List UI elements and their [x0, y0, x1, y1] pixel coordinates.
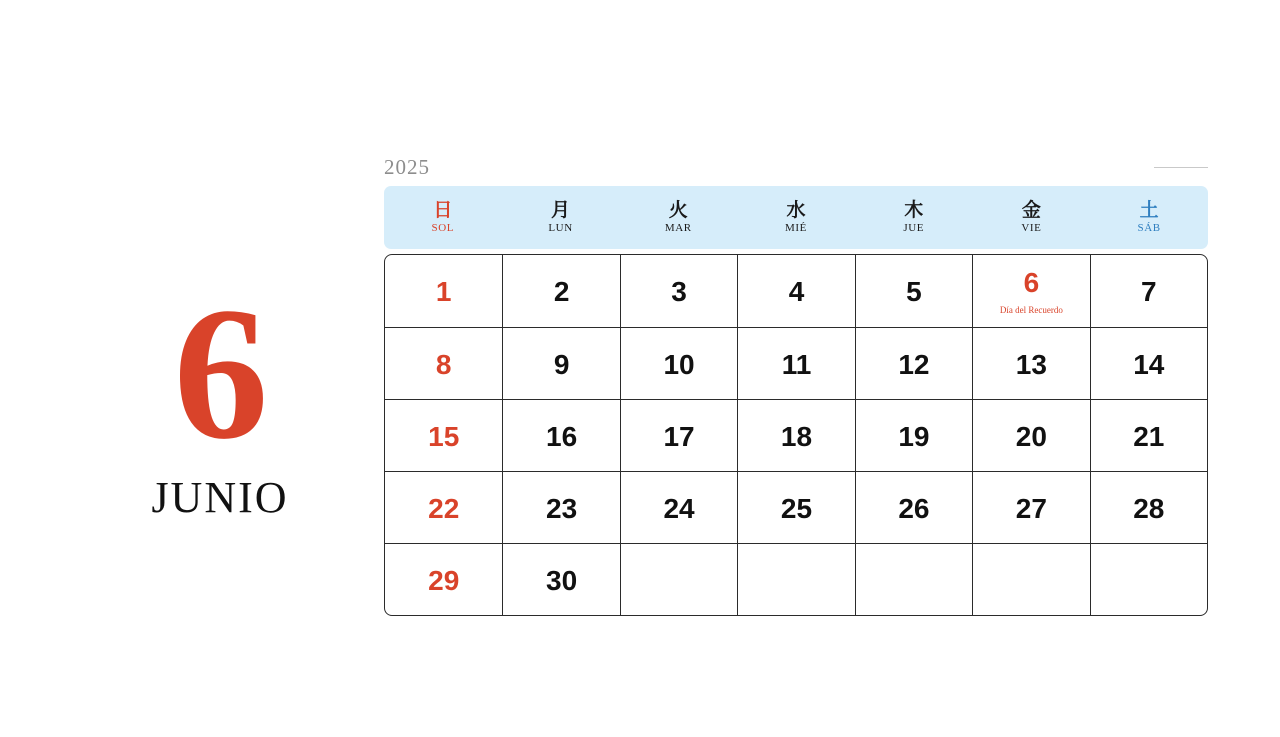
day-cell[interactable] — [502, 327, 619, 399]
day-cell[interactable] — [855, 471, 972, 543]
weekday-jp-label: 土 — [1139, 199, 1159, 221]
week-row — [385, 399, 1207, 471]
weekday-jue — [855, 186, 973, 249]
day-cell[interactable] — [385, 543, 502, 615]
day-number: 1 — [435, 276, 452, 307]
day-grid — [384, 254, 1208, 616]
weekday-mié — [737, 186, 855, 249]
day-cell[interactable] — [1090, 471, 1207, 543]
day-number: 14 — [1133, 348, 1165, 380]
day-number: 12 — [898, 348, 930, 380]
month-number: 6 — [173, 269, 267, 479]
weekday-jp-label: 水 — [786, 199, 806, 221]
weekday-es-label: MAR — [664, 222, 692, 234]
day-number: 29 — [428, 564, 460, 596]
day-cell[interactable] — [972, 399, 1089, 471]
weekday-jp-label: 木 — [904, 199, 924, 221]
day-number: 19 — [898, 420, 930, 452]
day-cell-empty — [855, 543, 972, 615]
day-number: 10 — [663, 348, 695, 380]
day-cell[interactable] — [620, 327, 737, 399]
day-cell-empty — [972, 543, 1089, 615]
day-cell[interactable] — [855, 327, 972, 399]
weekday-jp-label: 月 — [551, 199, 571, 221]
day-cell[interactable] — [1090, 327, 1207, 399]
day-number: 7 — [1140, 276, 1157, 307]
weekday-jp-label: 日 — [433, 199, 453, 221]
day-number: 4 — [788, 276, 805, 307]
day-cell[interactable] — [620, 255, 737, 327]
day-cell[interactable] — [855, 399, 972, 471]
day-number: 18 — [780, 420, 813, 452]
day-number: 20 — [1015, 420, 1047, 452]
weekday-jp-label: 火 — [668, 199, 688, 221]
day-number: 28 — [1133, 492, 1165, 524]
day-number: 22 — [428, 492, 460, 524]
day-cell[interactable] — [385, 471, 502, 543]
day-number: 9 — [553, 348, 570, 380]
weekday-vie — [973, 186, 1091, 249]
day-cell[interactable] — [502, 471, 619, 543]
weekday-es-label: LUN — [548, 222, 573, 234]
day-cell[interactable] — [620, 471, 737, 543]
day-cell[interactable] — [855, 255, 972, 327]
weekday-sáb — [1090, 186, 1208, 249]
day-cell[interactable] — [385, 327, 502, 399]
calendar — [384, 148, 1208, 616]
header-rule — [1154, 167, 1208, 168]
weekday-mar — [619, 186, 737, 249]
day-cell[interactable] — [502, 255, 619, 327]
day-cell[interactable] — [502, 399, 619, 471]
day-number: 17 — [663, 420, 695, 452]
day-number: 16 — [546, 420, 578, 452]
day-number: 8 — [435, 348, 452, 380]
day-number: 6 — [1023, 267, 1040, 298]
day-number: 21 — [1133, 420, 1165, 452]
weekday-sol — [384, 186, 502, 249]
day-number: 23 — [546, 492, 578, 524]
weekday-es-label: SÁB — [1137, 222, 1161, 234]
weekday-es-label: MIÉ — [785, 222, 807, 234]
year-label: 2025 — [384, 154, 430, 179]
day-number: 24 — [663, 492, 695, 524]
day-number: 25 — [780, 492, 813, 524]
day-cell[interactable] — [502, 543, 619, 615]
day-number: 30 — [546, 564, 578, 596]
day-cell-empty — [620, 543, 737, 615]
day-number: 13 — [1015, 348, 1047, 380]
week-row — [385, 543, 1207, 615]
day-cell[interactable] — [972, 327, 1089, 399]
day-cell[interactable] — [737, 327, 854, 399]
day-cell[interactable] — [385, 399, 502, 471]
weekday-lun — [502, 186, 620, 249]
day-cell[interactable] — [737, 471, 854, 543]
day-cell[interactable] — [972, 255, 1089, 327]
day-cell[interactable] — [737, 255, 854, 327]
weekday-header — [384, 186, 1208, 249]
day-event-label: Día del Recuerdo — [999, 305, 1063, 315]
day-cell[interactable] — [1090, 255, 1207, 327]
week-row — [385, 471, 1207, 543]
weekday-jp-label: 金 — [1021, 199, 1041, 221]
day-number: 26 — [898, 492, 930, 524]
weekday-es-label: VIE — [1021, 222, 1042, 234]
day-cell-empty — [1090, 543, 1207, 615]
day-number: 27 — [1015, 492, 1047, 524]
week-row — [385, 327, 1207, 399]
day-cell[interactable] — [385, 255, 502, 327]
day-number: 2 — [553, 276, 570, 307]
day-number: 3 — [671, 276, 687, 307]
day-number: 15 — [428, 420, 460, 452]
day-cell[interactable] — [972, 471, 1089, 543]
weekday-es-label: SOL — [431, 222, 455, 234]
calendar-header — [384, 148, 1208, 186]
day-cell[interactable] — [737, 399, 854, 471]
day-cell-empty — [737, 543, 854, 615]
month-name: JUNIO — [151, 473, 289, 523]
weekday-es-label: JUE — [903, 222, 925, 234]
day-cell[interactable] — [620, 399, 737, 471]
day-number: 5 — [906, 276, 922, 307]
day-cell[interactable] — [1090, 399, 1207, 471]
day-number: 11 — [781, 348, 812, 380]
month-block — [120, 269, 320, 523]
week-row — [385, 255, 1207, 327]
